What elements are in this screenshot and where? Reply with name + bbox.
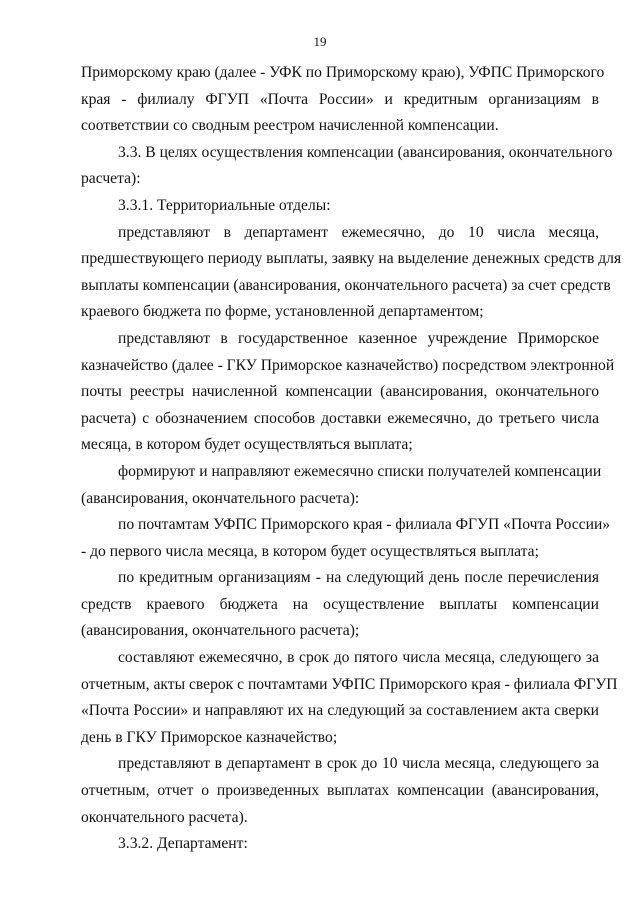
text-line: почты реестры начисленной компенсации (авансирования, окончательного: [81, 383, 599, 401]
text-line: Приморскому краю (далее - УФК по Приморскому краю), УФПС Приморского: [81, 64, 605, 81]
text-line: по почтамтам УФПС Приморского края - филиала ФГУП «Почта России»: [118, 516, 611, 534]
text-line: «Почта России» и направляют их на следующий за составлением акта сверки: [81, 702, 599, 720]
document-body: [81, 60, 622, 858]
section-heading-3-3-2: 3.3.2. Департамент:: [118, 835, 248, 853]
text-line: казначейство (далее - ГКУ Приморское казначейство) посредством электронной: [81, 356, 615, 374]
text-line: средств краевого бюджета на осуществление выплаты компенсации: [81, 595, 599, 613]
section-heading-3-3: 3.3. В целях осуществления компенсации (авансирования, окончательного: [118, 143, 613, 161]
text-line: расчета) с обозначением способов доставки ежемесячно, до третьего числа: [81, 409, 599, 427]
text-line: представляют в департамент ежемесячно, до 10 числа месяца,: [118, 223, 599, 241]
text-line: краевого бюджета по форме, установленной департаментом;: [81, 303, 484, 321]
text-line: (авансирования, окончательного расчета):: [81, 489, 360, 507]
text-line: выплаты компенсации (авансирования, окончательного расчета) за счет средств: [81, 276, 611, 294]
text-line: расчета):: [81, 170, 141, 188]
text-line: составляют ежемесячно, в срок до пятого числа месяца, следующего за: [118, 649, 599, 667]
text-line: окончательного расчета).: [81, 808, 248, 826]
page-number: 19: [313, 34, 327, 49]
section-heading-3-3-1: 3.3.1. Территориальные отделы:: [118, 196, 331, 214]
text-line: - до первого числа месяца, в котором будет осуществляться выплата;: [81, 542, 539, 560]
text-line: по кредитным организациям - на следующий день после перечисления: [118, 569, 599, 587]
text-line: представляют в департамент в срок до 10 числа месяца, следующего за: [118, 755, 599, 773]
text-line: отчетным, акты сверок с почтамтами УФПС Приморского края - филиала ФГУП: [81, 675, 618, 693]
text-line: предшествующего периоду выплаты, заявку на выделение денежных средств для: [81, 250, 622, 268]
text-line: (авансирования, окончательного расчета);: [81, 622, 360, 640]
text-line: месяца, в котором будет осуществляться выплата;: [81, 436, 413, 454]
text-line: день в ГКУ Приморское казначейство;: [81, 728, 338, 746]
text-line: формируют и направляют ежемесячно списки получателей компенсации: [118, 462, 602, 480]
text-line: представляют в государственное казенное учреждение Приморское: [118, 329, 599, 347]
text-line: отчетным, отчет о произведенных выплатах компенсации (авансирования,: [81, 782, 599, 800]
text-line: соответствии со сводным реестром начисленной компенсации.: [81, 117, 499, 135]
text-line: края - филиалу ФГУП «Почта России» и кредитным организациям в: [81, 90, 599, 108]
